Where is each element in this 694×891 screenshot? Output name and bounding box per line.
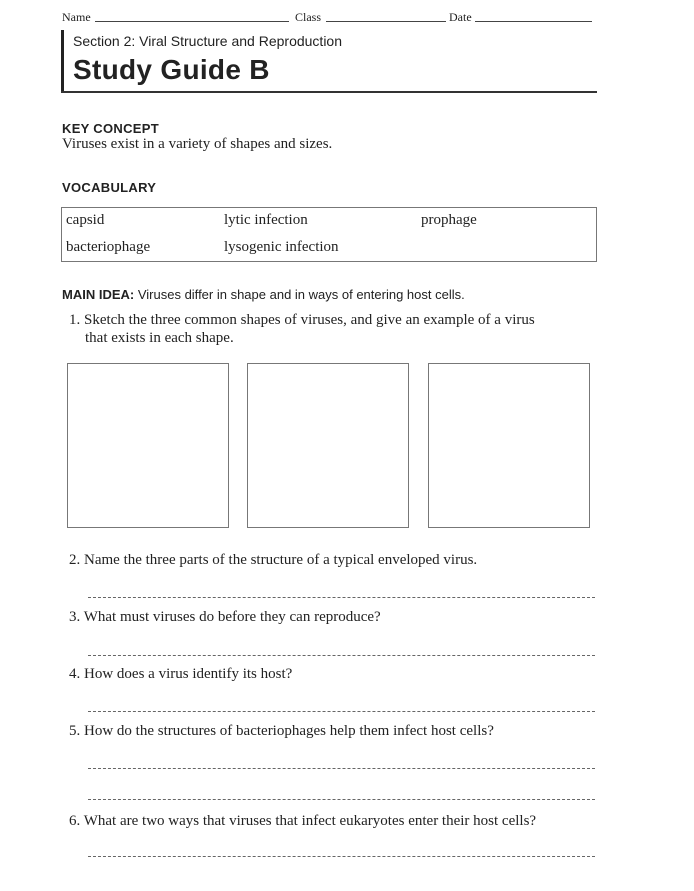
question-number: 2. — [69, 552, 81, 568]
question-text: What are two ways that viruses that infect eukaryotes enter their host cells? — [83, 813, 537, 829]
title-accent-bar — [61, 30, 64, 92]
page-title: Study Guide B — [73, 54, 270, 85]
question-number: 3. — [69, 609, 81, 625]
class-label: Class — [295, 10, 322, 24]
question-text: Name the three parts of the structure of a typical enveloped virus. — [84, 552, 478, 568]
question-5 — [69, 723, 494, 740]
main-idea — [62, 287, 465, 302]
vocabulary-label: VOCABULARY — [62, 180, 157, 195]
question-text: How do the structures of bacteriophages help them infect host cells? — [84, 723, 494, 739]
sketch-box-1[interactable] — [67, 363, 229, 528]
question-3 — [69, 609, 381, 626]
question-number: 4. — [69, 666, 81, 682]
answer-line[interactable] — [88, 856, 595, 857]
class-field[interactable] — [326, 21, 446, 22]
name-label: Name — [62, 10, 91, 24]
question-6 — [69, 813, 536, 830]
question-text-continued: that exists in each shape. — [85, 330, 234, 346]
answer-line[interactable] — [88, 597, 595, 598]
vocab-word: prophage — [421, 212, 477, 228]
answer-line[interactable] — [88, 711, 595, 712]
key-concept-text: Viruses exist in a variety of shapes and sizes. — [62, 136, 333, 152]
date-field[interactable] — [475, 21, 592, 22]
question-text: Sketch the three common shapes of viruses, and give an example of a virus — [84, 312, 535, 328]
title-rule — [61, 91, 597, 93]
sketch-box-2[interactable] — [247, 363, 409, 528]
vocab-word: bacteriophage — [66, 239, 151, 255]
main-idea-text: Viruses differ in shape and in ways of entering host cells. — [137, 287, 465, 302]
name-field[interactable] — [95, 21, 289, 22]
vocab-word: lysogenic infection — [224, 239, 339, 255]
answer-line[interactable] — [88, 799, 595, 800]
vocab-word: capsid — [66, 212, 105, 228]
question-number: 6. — [69, 813, 81, 829]
date-label: Date — [449, 10, 472, 24]
question-2 — [69, 552, 477, 569]
question-number: 1. — [69, 312, 81, 328]
question-text: How does a virus identify its host? — [84, 666, 293, 682]
sketch-box-3[interactable] — [428, 363, 590, 528]
question-text: What must viruses do before they can reproduce? — [83, 609, 381, 625]
question-number: 5. — [69, 723, 81, 739]
key-concept-label: KEY CONCEPT — [62, 121, 159, 136]
answer-line[interactable] — [88, 768, 595, 769]
question-1 — [69, 311, 589, 347]
answer-line[interactable] — [88, 655, 595, 656]
vocab-word: lytic infection — [224, 212, 308, 228]
vocabulary-box — [61, 207, 597, 262]
section-title: Section 2: Viral Structure and Reproduction — [73, 33, 343, 49]
main-idea-label: MAIN IDEA: — [62, 287, 135, 302]
question-4 — [69, 666, 292, 683]
